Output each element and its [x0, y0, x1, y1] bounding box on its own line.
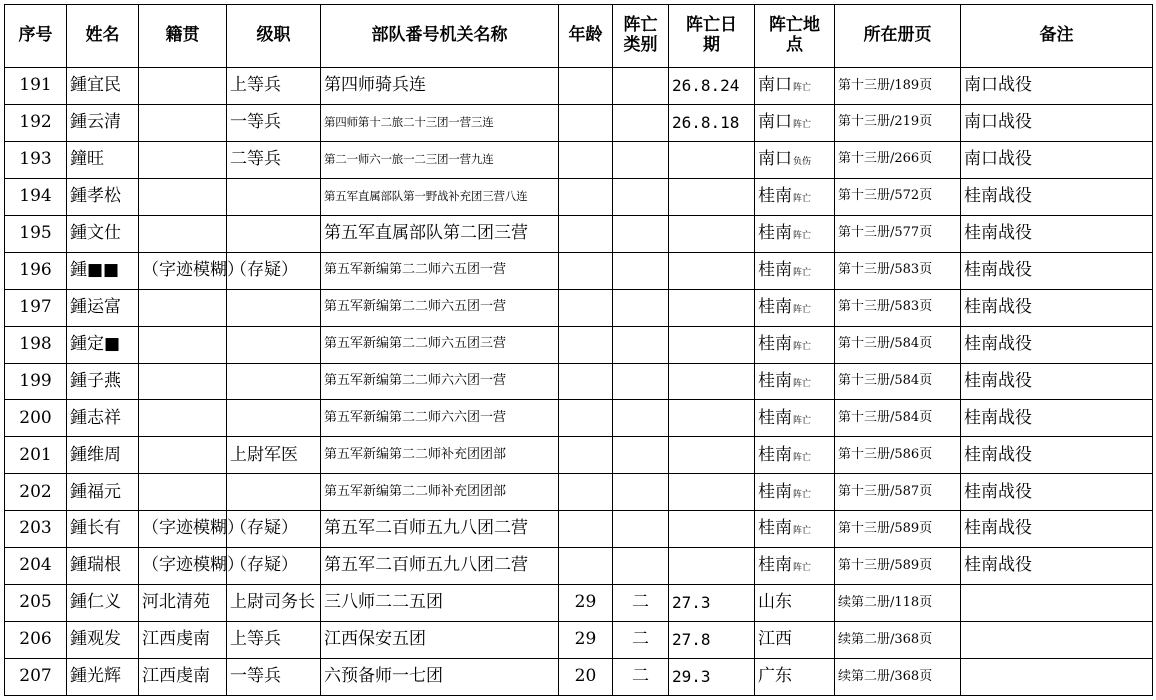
cell-name: 鍾光辉 [67, 659, 139, 696]
cell-remark: 桂南战役 [961, 437, 1153, 474]
cell-seq: 207 [5, 659, 67, 696]
cell-age [559, 363, 613, 400]
cell-category [613, 363, 669, 400]
cell-rank [227, 474, 321, 511]
cell-rank: 上等兵 [227, 68, 321, 105]
cell-rank [227, 178, 321, 215]
cell-page: 第十三册/583页 [835, 289, 961, 326]
place-note: 阵亡 [793, 415, 812, 426]
cell-rank: 一等兵 [227, 659, 321, 696]
cell-rank [227, 400, 321, 437]
cell-origin: （字迹模糊） [139, 511, 227, 548]
place-note: 阵亡 [793, 230, 812, 241]
cell-name: 鍾仁义 [67, 585, 139, 622]
cell-origin [139, 68, 227, 105]
place-note: 阵亡 [793, 120, 812, 131]
cell-page: 第十三册/583页 [835, 252, 961, 289]
cell-place [755, 363, 835, 400]
cell-category: 二 [613, 585, 669, 622]
cell-name: 鐘旺 [67, 141, 139, 178]
place-note: 阵亡 [793, 378, 812, 389]
cell-category [613, 68, 669, 105]
cell-seq: 202 [5, 474, 67, 511]
place-name: 南口 [758, 149, 792, 170]
place-name: 山东 [758, 592, 792, 613]
cell-rank [227, 363, 321, 400]
place-note: 阵亡 [793, 452, 812, 463]
place-note: 阵亡 [793, 526, 812, 537]
cell-unit: 三八师二二五团 [321, 585, 559, 622]
cell-unit: 第五军二百师五九八团二营 [321, 511, 559, 548]
place-name: 桂南 [758, 481, 792, 502]
cell-category [613, 548, 669, 585]
cell-origin: 江西虔南 [139, 659, 227, 696]
table-row [5, 474, 1153, 511]
table-row [5, 68, 1153, 105]
cell-seq: 200 [5, 400, 67, 437]
cell-name: 鍾宜民 [67, 68, 139, 105]
cell-page: 第十三册/266页 [835, 141, 961, 178]
cell-unit: 第五军二百师五九八团二营 [321, 548, 559, 585]
cell-rank [227, 215, 321, 252]
cell-age [559, 400, 613, 437]
cell-date [669, 141, 755, 178]
header-place: 阵亡地点 [755, 5, 835, 68]
cell-date: 27.8 [669, 622, 755, 659]
cell-date [669, 511, 755, 548]
place-name: 桂南 [758, 222, 792, 243]
header-page: 所在册页 [835, 5, 961, 68]
place-name: 桂南 [758, 296, 792, 317]
place-note: 阵亡 [793, 489, 812, 500]
cell-name: 鍾观发 [67, 622, 139, 659]
cell-name: 鍾瑞根 [67, 548, 139, 585]
cell-remark: 桂南战役 [961, 178, 1153, 215]
cell-name: 鍾福元 [67, 474, 139, 511]
cell-place [755, 104, 835, 141]
cell-category [613, 437, 669, 474]
place-note: 阵亡 [793, 83, 812, 94]
cell-rank: （存疑） [227, 548, 321, 585]
cell-seq: 193 [5, 141, 67, 178]
cell-unit: 六预备师一七团 [321, 659, 559, 696]
cell-name: 鍾维周 [67, 437, 139, 474]
place-name: 桂南 [758, 555, 792, 576]
cell-seq: 191 [5, 68, 67, 105]
cell-seq: 192 [5, 104, 67, 141]
cell-page: 第十三册/589页 [835, 548, 961, 585]
cell-date: 29.3 [669, 659, 755, 696]
cell-remark: 桂南战役 [961, 252, 1153, 289]
cell-age [559, 437, 613, 474]
cell-unit: 第四师第十二旅二十三团一营三连 [321, 104, 559, 141]
cell-place [755, 215, 835, 252]
cell-unit: 第五军直属部队第一野战补充团三营八连 [321, 178, 559, 215]
cell-category [613, 326, 669, 363]
place-name: 桂南 [758, 333, 792, 354]
cell-page: 第十三册/577页 [835, 215, 961, 252]
cell-page: 第十三册/219页 [835, 104, 961, 141]
cell-rank [227, 289, 321, 326]
cell-date [669, 474, 755, 511]
place-name: 桂南 [758, 407, 792, 428]
cell-age [559, 511, 613, 548]
cell-seq: 198 [5, 326, 67, 363]
cell-origin: 河北清苑 [139, 585, 227, 622]
table-row [5, 104, 1153, 141]
casualty-roster-table [4, 4, 1153, 696]
cell-unit: 第五军新编第二二师六六团一营 [321, 363, 559, 400]
cell-origin [139, 141, 227, 178]
cell-age [559, 548, 613, 585]
table-body [5, 68, 1153, 696]
cell-origin [139, 326, 227, 363]
table-row [5, 363, 1153, 400]
place-name: 桂南 [758, 259, 792, 280]
place-name: 南口 [758, 112, 792, 133]
cell-category: 二 [613, 659, 669, 696]
cell-remark: 南口战役 [961, 104, 1153, 141]
place-name: 桂南 [758, 518, 792, 539]
cell-remark: 桂南战役 [961, 289, 1153, 326]
place-name: 江西 [758, 629, 792, 650]
cell-place [755, 622, 835, 659]
cell-origin [139, 400, 227, 437]
cell-seq: 194 [5, 178, 67, 215]
table-row [5, 326, 1153, 363]
cell-rank: 上尉军医 [227, 437, 321, 474]
cell-remark [961, 585, 1153, 622]
table-row [5, 511, 1153, 548]
cell-date: 26.8.24 [669, 68, 755, 105]
cell-page: 第十三册/587页 [835, 474, 961, 511]
header-name: 姓名 [67, 5, 139, 68]
cell-unit: 第五军新编第二二师补充团团部 [321, 474, 559, 511]
cell-remark: 桂南战役 [961, 326, 1153, 363]
table-row [5, 289, 1153, 326]
place-note: 阵亡 [793, 267, 812, 278]
table-row [5, 400, 1153, 437]
cell-origin [139, 289, 227, 326]
cell-remark [961, 622, 1153, 659]
table-row [5, 622, 1153, 659]
cell-date [669, 326, 755, 363]
cell-seq: 196 [5, 252, 67, 289]
header-age: 年龄 [559, 5, 613, 68]
header-origin: 籍贯 [139, 5, 227, 68]
cell-page: 第十三册/586页 [835, 437, 961, 474]
cell-remark: 桂南战役 [961, 400, 1153, 437]
cell-place [755, 252, 835, 289]
cell-age [559, 474, 613, 511]
cell-unit: 第五军新编第二二师六五团一营 [321, 289, 559, 326]
cell-origin [139, 104, 227, 141]
document-page [4, 4, 1153, 696]
cell-remark: 桂南战役 [961, 511, 1153, 548]
cell-unit: 第五军新编第二二师六五团三营 [321, 326, 559, 363]
cell-rank [227, 326, 321, 363]
cell-name: 鍾■■ [67, 252, 139, 289]
cell-place [755, 437, 835, 474]
cell-category [613, 289, 669, 326]
cell-category [613, 215, 669, 252]
cell-origin [139, 215, 227, 252]
table-row [5, 585, 1153, 622]
cell-age [559, 215, 613, 252]
cell-page: 续第二册/368页 [835, 659, 961, 696]
cell-seq: 199 [5, 363, 67, 400]
cell-category: 二 [613, 622, 669, 659]
cell-rank: 二等兵 [227, 141, 321, 178]
place-name: 桂南 [758, 186, 792, 206]
cell-place [755, 585, 835, 622]
cell-date [669, 178, 755, 215]
cell-rank: 上等兵 [227, 622, 321, 659]
cell-age: 20 [559, 659, 613, 696]
cell-age [559, 326, 613, 363]
cell-category [613, 511, 669, 548]
cell-origin [139, 363, 227, 400]
cell-age: 29 [559, 622, 613, 659]
header-date: 阵亡日期 [669, 5, 755, 68]
header-category: 阵亡类别 [613, 5, 669, 68]
place-note: 负伤 [793, 157, 812, 168]
table-row [5, 437, 1153, 474]
cell-page: 续第二册/118页 [835, 585, 961, 622]
cell-seq: 206 [5, 622, 67, 659]
cell-place [755, 141, 835, 178]
cell-age: 29 [559, 585, 613, 622]
cell-rank: 上尉司务长 [227, 585, 321, 622]
cell-seq: 204 [5, 548, 67, 585]
cell-page: 第十三册/584页 [835, 400, 961, 437]
cell-rank: （存疑） [227, 252, 321, 289]
header-unit: 部队番号机关名称 [321, 5, 559, 68]
cell-origin [139, 178, 227, 215]
cell-remark: 南口战役 [961, 68, 1153, 105]
cell-date [669, 289, 755, 326]
cell-date [669, 548, 755, 585]
cell-name: 鍾志祥 [67, 400, 139, 437]
place-note: 阵亡 [793, 341, 812, 352]
cell-place [755, 474, 835, 511]
cell-place [755, 659, 835, 696]
cell-place [755, 326, 835, 363]
cell-place [755, 68, 835, 105]
cell-page: 第十三册/189页 [835, 68, 961, 105]
cell-page: 第十三册/584页 [835, 363, 961, 400]
cell-seq: 203 [5, 511, 67, 548]
place-name: 桂南 [758, 444, 792, 465]
cell-origin [139, 437, 227, 474]
cell-place [755, 548, 835, 585]
cell-seq: 201 [5, 437, 67, 474]
place-note: 阵亡 [793, 563, 812, 574]
cell-remark: 南口战役 [961, 141, 1153, 178]
cell-age [559, 252, 613, 289]
cell-place [755, 511, 835, 548]
cell-origin: 江西虔南 [139, 622, 227, 659]
cell-unit: 第五军新编第二二师六六团一营 [321, 400, 559, 437]
cell-name: 鍾运富 [67, 289, 139, 326]
cell-unit: 江西保安五团 [321, 622, 559, 659]
cell-page: 续第二册/368页 [835, 622, 961, 659]
cell-place [755, 400, 835, 437]
place-note: 阵亡 [793, 194, 812, 204]
cell-seq: 197 [5, 289, 67, 326]
cell-name: 鍾子燕 [67, 363, 139, 400]
cell-category [613, 178, 669, 215]
cell-date [669, 363, 755, 400]
cell-remark: 桂南战役 [961, 363, 1153, 400]
cell-page: 第十三册/584页 [835, 326, 961, 363]
cell-origin [139, 474, 227, 511]
cell-page: 第十三册/589页 [835, 511, 961, 548]
cell-rank: （存疑） [227, 511, 321, 548]
cell-remark: 桂南战役 [961, 548, 1153, 585]
cell-origin: （字迹模糊） [139, 548, 227, 585]
cell-age [559, 289, 613, 326]
header-seq: 序号 [5, 5, 67, 68]
table-row [5, 141, 1153, 178]
cell-seq: 205 [5, 585, 67, 622]
header-rank: 级职 [227, 5, 321, 68]
cell-rank: 一等兵 [227, 104, 321, 141]
cell-unit: 第二一师六一旅一二三团一营九连 [321, 141, 559, 178]
cell-category [613, 104, 669, 141]
cell-unit: 第五军新编第二二师六五团一营 [321, 252, 559, 289]
cell-date [669, 400, 755, 437]
cell-date [669, 437, 755, 474]
cell-seq: 195 [5, 215, 67, 252]
table-row [5, 215, 1153, 252]
table-row [5, 178, 1153, 215]
cell-name: 鍾定■ [67, 326, 139, 363]
cell-place [755, 178, 835, 215]
cell-page: 第十三册/572页 [835, 178, 961, 215]
place-name: 南口 [758, 75, 792, 96]
cell-date [669, 252, 755, 289]
place-note: 阵亡 [793, 304, 812, 315]
cell-name: 鍾长有 [67, 511, 139, 548]
cell-unit: 第五军新编第二二师补充团团部 [321, 437, 559, 474]
cell-remark [961, 659, 1153, 696]
cell-unit: 第四师骑兵连 [321, 68, 559, 105]
table-row [5, 548, 1153, 585]
cell-age [559, 104, 613, 141]
cell-category [613, 400, 669, 437]
cell-date [669, 215, 755, 252]
cell-category [613, 141, 669, 178]
cell-remark: 桂南战役 [961, 474, 1153, 511]
place-name: 桂南 [758, 370, 792, 391]
place-name: 广东 [758, 666, 792, 687]
cell-unit: 第五军直属部队第二团三营 [321, 215, 559, 252]
cell-age [559, 178, 613, 215]
cell-category [613, 252, 669, 289]
cell-remark: 桂南战役 [961, 215, 1153, 252]
cell-category [613, 474, 669, 511]
cell-date: 26.8.18 [669, 104, 755, 141]
cell-age [559, 141, 613, 178]
cell-origin: （字迹模糊） [139, 252, 227, 289]
cell-name: 鍾孝松 [67, 178, 139, 215]
cell-date: 27.3 [669, 585, 755, 622]
cell-name: 鍾文仕 [67, 215, 139, 252]
header-row [5, 5, 1153, 68]
cell-name: 鍾云清 [67, 104, 139, 141]
cell-age [559, 68, 613, 105]
table-row [5, 659, 1153, 696]
table-row [5, 252, 1153, 289]
cell-place [755, 289, 835, 326]
header-remark: 备注 [961, 5, 1153, 68]
